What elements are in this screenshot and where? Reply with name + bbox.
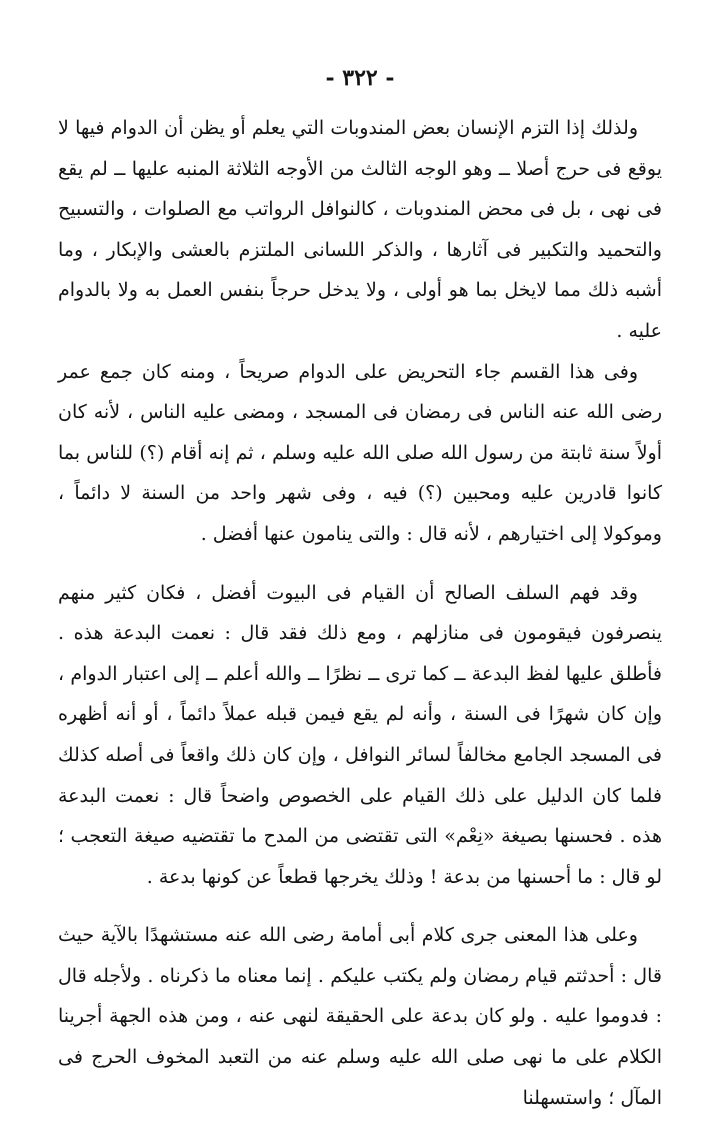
page-number: - ٣٢٢ - [325,65,395,91]
paragraph-3: وقد فهم السلف الصالح أن القيام فى البيوت أفضل ، فكان كثير منهم ينصرفون فيقومون فى منازلهم ، ومع ذلك فقد قال : نعمت البدعة هذه . فأطلق عليها لفظ البدعة ــ كما ترى ــ نظرًا ــ والله أعلم ــ إلى اعتبار الدوام ، وإن كان شهرًا فى السنة ، وأنه لم يقع فيمن قبله عملاً دائماً ، أو أنه أظهره فى المسجد الجامع مخالفاً لسائر النوافل ، وإن كان ذلك واقعاً فى أصله كذلك فلما كان الدليل على ذلك القيام على الخصوص واضحاً قال : نعمت البدعة هذه . فحسنها بصيغة «نِعْم» التى تقتضى من المدح ما تقتضيه صيغة التعجب ؛ لو قال : ما أحسنها من بدعة ! وذلك يخرجها قطعاً عن كونها بدعة . [58,581,662,888]
paragraph-2: وفى هذا القسم جاء التحريض على الدوام صريحاً ، ومنه كان جمع عمر رضى الله عنه الناس فى رمضان فى المسجد ، ومضى عليه الناس ، لأنه كان أولاً سنة ثابتة من رسول الله صلى الله عليه وسلم ، ثم إنه أقام (؟) للناس بما كانوا قادرين عليه ومحبين (؟) فيه ، وفى شهر واحد من السنة لا دائماً ، وموكولا إلى اختيارهم ، لأنه قال : والتى ينامون عنها أفضل . [58,360,662,545]
paragraph-4: وعلى هذا المعنى جرى كلام أبى أمامة رضى الله عنه مستشهدًا بالآية حيث قال : أحدثتم قيام رمضان ولم يكتب عليكم . إنما معناه ما ذكرناه . ولأجله قال : فدوموا عليه . ولو كان بدعة على الحقيقة لنهى عنه ، ومن هذه الجهة أجرينا الكلام على ما نهى صلى الله عليه وسلم عنه من التعبد المخوف الحرج فى المآل ؛ واستسهلنا [58,924,662,1109]
paragraph-1: ولذلك إذا التزم الإنسان بعض المندوبات التي يعلم أو يظن أن الدوام فيها لا يوقع فى حرج أصلا ــ وهو الوجه الثالث من الأوجه الثلاثة المنبه عليها ــ لم يقع فى نهى ، بل فى محض المندوبات ، كالنوافل الرواتب مع الصلوات ، والتسبيح والتحميد والتكبير فى آثارها ، والذكر اللسانى الملتزم بالعشى والإبكار ، وما أشبه ذلك مما لايخل بما هو أولى ، ولا يدخل حرجاً بنفس العمل به ولا بالدوام عليه . [58,117,662,342]
